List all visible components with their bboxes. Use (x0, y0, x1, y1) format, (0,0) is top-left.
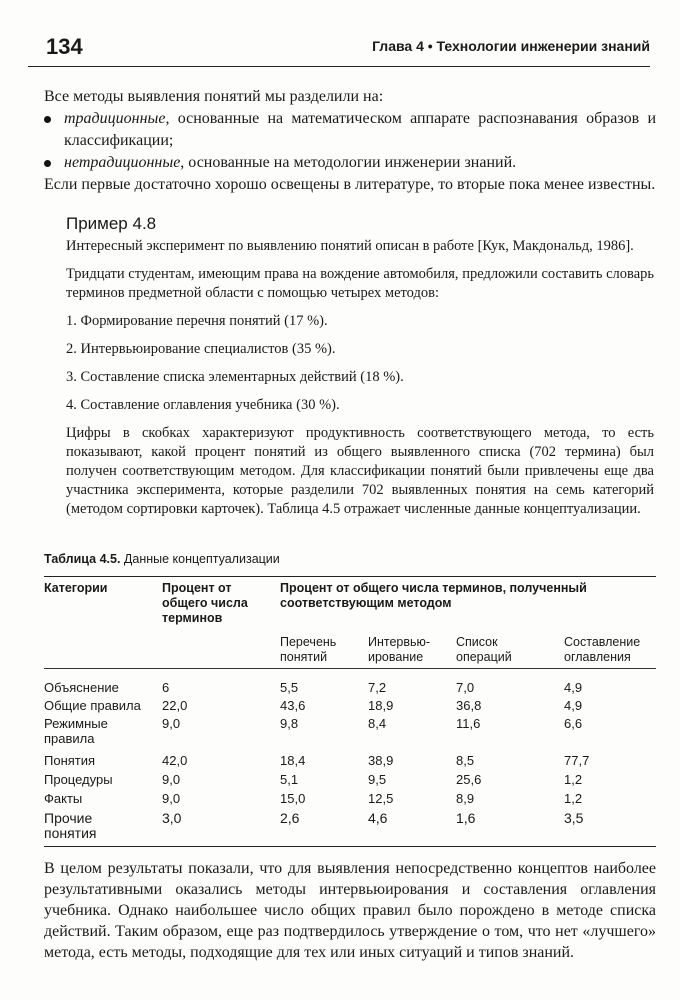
row-value: 77,7 (564, 753, 590, 768)
example-paragraph: Цифры в скобках характеризуют продуктивность соответствующего метода, то есть показывают, какой процент понятий из общего выявленного списка (702 термина) был получен соответствующим методом. Для классификации понятий были привлечены еще два участника эксперимента, которые разделили 702 выявленных понятия на семь категорий (методом сортировки карточек). Таблица 4.5 отражает численные данные концептуализации. (66, 425, 654, 517)
table-caption-text: Данные концептуализации (123, 552, 280, 566)
row-value: 2,6 (280, 810, 300, 826)
bullet-text: , основанные на методологии инженерии знаний. (180, 154, 517, 171)
row-value: 15,0 (280, 791, 306, 806)
row-total: 22,0 (162, 698, 188, 713)
row-category: Прочие понятия (44, 810, 97, 841)
row-category: Режимные правила (44, 716, 108, 746)
row-value: 8,5 (456, 753, 475, 768)
row-value: 1,2 (564, 791, 583, 806)
conclusion-block (44, 858, 656, 963)
row-value: 43,6 (280, 698, 306, 713)
row-total: 9,0 (162, 791, 181, 806)
example-paragraph: Интересный эксперимент по выявлению понятий описан в работе [Кук, Макдональд, 1986]. (66, 238, 634, 254)
row-value: 5,1 (280, 772, 299, 787)
row-value: 18,4 (280, 753, 306, 768)
page-header (28, 32, 650, 67)
row-value: 11,6 (456, 716, 481, 731)
intro-text: Все методы выявления понятий мы разделили на: (44, 88, 384, 105)
col-header-category: Категории (44, 581, 108, 595)
intro-block (44, 86, 656, 196)
row-category: Общие правила (44, 698, 141, 713)
row-value: 9,5 (368, 772, 387, 787)
row-value: 18,9 (368, 698, 394, 713)
row-value: 1,2 (564, 772, 583, 787)
row-value: 36,8 (456, 698, 482, 713)
row-value: 6,6 (564, 716, 583, 731)
row-category: Факты (44, 791, 83, 806)
row-value: 1,6 (456, 810, 476, 826)
row-total: 42,0 (162, 753, 188, 768)
bullet-item (44, 152, 656, 174)
paragraph: Если первые достаточно хорошо освещены в литературе, то вторые пока менее известны. (44, 176, 656, 193)
row-value: 8,4 (368, 716, 387, 731)
row-category: Объяснение (44, 680, 119, 695)
row-total: 3,0 (162, 810, 182, 826)
method-item: 1. Формирование перечня понятий (17 %). (66, 313, 328, 329)
row-category: Понятия (44, 753, 96, 768)
col-header-percent: Процент от общего числа терминов (162, 581, 248, 625)
conclusion-paragraph: В целом результаты показали, что для выявления непосредственно концептов наиболее результативными оказались методы интервьюирования и составления оглавления учебника. Однако наибольшее число общих правил было порождено в методе списка действий. Таким образом, еще раз подтвердилось утверждение о том, что нет «лучшего» метода, есть методы, подходящие для тех или иных ситуаций и типов знаний. (44, 860, 656, 961)
method-item: 3. Составление списка элементарных действий (18 %). (66, 369, 404, 385)
row-value: 8,9 (456, 791, 475, 806)
subheader-contents: Составление оглавления (564, 635, 641, 664)
row-category: Процедуры (44, 772, 113, 787)
running-title: Глава 4 • Технологии инженерии знаний (372, 38, 650, 54)
row-value: 4,9 (564, 698, 583, 713)
example-paragraph: Тридцати студентам, имеющим права на вождение автомобиля, предложили составить словарь терминов предметной области с помощью четырех методов: (66, 266, 654, 301)
table-caption-label: Таблица 4.5. (44, 552, 121, 566)
table-divider (44, 668, 656, 669)
subheader-list: Перечень понятий (280, 635, 337, 664)
col-header-group: Процент от общего числа терминов, полученный соответствующим методом (280, 581, 587, 610)
row-total: 9,0 (162, 772, 181, 787)
method-item: 4. Составление оглавления учебника (30 %). (66, 397, 340, 413)
bullet-term: нетрадиционные (64, 154, 181, 171)
row-value: 4,6 (368, 810, 388, 826)
page-number: 134 (46, 34, 83, 59)
row-value: 38,9 (368, 753, 394, 768)
example-block (66, 214, 654, 519)
row-total: 6 (162, 680, 170, 695)
example-title: Пример 4.8 (66, 214, 157, 233)
row-value: 12,5 (368, 791, 394, 806)
table-caption (44, 552, 280, 566)
bullet-text: , основанные на математическом аппарате распознавания образов и классификации; (64, 110, 656, 149)
row-value: 4,9 (564, 680, 583, 695)
row-total: 9,0 (162, 716, 181, 731)
method-item: 2. Интервьюирование специалистов (35 %). (66, 341, 336, 357)
subheader-interview: Интервью-ирование (368, 635, 431, 664)
subheader-operations: Список операций (456, 635, 512, 664)
row-value: 7,2 (368, 680, 387, 695)
bullet-term: традиционные (64, 110, 166, 127)
row-value: 5,5 (280, 680, 299, 695)
bullet-item (44, 108, 656, 152)
row-value: 3,5 (564, 810, 584, 826)
row-value: 7,0 (456, 680, 475, 695)
row-value: 9,8 (280, 716, 299, 731)
row-value: 25,6 (456, 772, 482, 787)
data-table (44, 576, 656, 847)
